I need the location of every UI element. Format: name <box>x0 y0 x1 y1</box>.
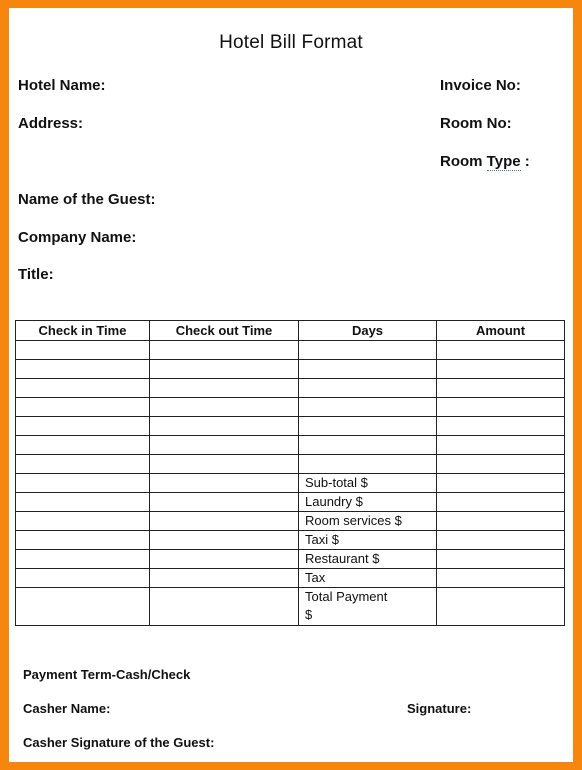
table-cell[interactable] <box>150 455 299 474</box>
room-type-word: Type <box>486 153 521 170</box>
table-cell[interactable] <box>16 512 150 531</box>
column-header: Check out Time <box>150 321 299 341</box>
table-cell[interactable] <box>150 379 299 398</box>
table-row <box>16 417 565 436</box>
table-cell[interactable] <box>150 417 299 436</box>
restaurant-label: Restaurant $ <box>299 550 437 569</box>
casher-signature-label: Casher Signature of the Guest: <box>23 735 215 750</box>
table-row <box>16 588 565 626</box>
table-cell[interactable] <box>150 569 299 588</box>
taxi-amount[interactable] <box>437 531 565 550</box>
bill-page <box>9 8 573 762</box>
total-payment-amount[interactable] <box>437 588 565 626</box>
table-cell[interactable] <box>150 436 299 455</box>
table-cell[interactable] <box>299 341 437 360</box>
table-row <box>16 569 565 588</box>
table-cell[interactable] <box>16 417 150 436</box>
tax-amount[interactable] <box>437 569 565 588</box>
company-name-label: Company Name: <box>18 229 137 246</box>
table-cell[interactable] <box>299 360 437 379</box>
restaurant-amount[interactable] <box>437 550 565 569</box>
table-cell[interactable] <box>16 398 150 417</box>
table-cell[interactable] <box>150 550 299 569</box>
table-row <box>16 455 565 474</box>
table-cell[interactable] <box>437 360 565 379</box>
room-type-prefix: Room <box>440 153 487 170</box>
table-cell[interactable] <box>150 474 299 493</box>
table-row <box>16 436 565 455</box>
room-type-label <box>440 153 530 170</box>
table-cell[interactable] <box>299 436 437 455</box>
subtotal-label: Sub-total $ <box>299 474 437 493</box>
total-payment-line1: Total Payment <box>305 589 388 604</box>
table-row <box>16 341 565 360</box>
table-cell[interactable] <box>16 493 150 512</box>
table-cell[interactable] <box>16 550 150 569</box>
table-cell[interactable] <box>437 379 565 398</box>
title-label: Title: <box>18 266 54 283</box>
table-row <box>16 493 565 512</box>
column-header: Amount <box>437 321 565 341</box>
table-cell[interactable] <box>299 417 437 436</box>
table-row <box>16 531 565 550</box>
table-row <box>16 398 565 417</box>
table-cell[interactable] <box>437 455 565 474</box>
page-title: Hotel Bill Format <box>219 32 363 53</box>
table-cell[interactable] <box>16 379 150 398</box>
table-cell[interactable] <box>16 436 150 455</box>
tax-label: Tax <box>299 569 437 588</box>
table-cell[interactable] <box>299 379 437 398</box>
room-type-suffix: : <box>520 153 530 170</box>
bill-table <box>15 320 565 626</box>
payment-term-label: Payment Term-Cash/Check <box>23 667 191 682</box>
table-cell[interactable] <box>150 341 299 360</box>
table-row <box>16 379 565 398</box>
invoice-no-label: Invoice No: <box>440 77 521 94</box>
table-cell[interactable] <box>150 493 299 512</box>
table-cell[interactable] <box>437 398 565 417</box>
column-header: Check in Time <box>16 321 150 341</box>
table-cell[interactable] <box>299 455 437 474</box>
table-cell[interactable] <box>437 341 565 360</box>
laundry-amount[interactable] <box>437 493 565 512</box>
table-cell[interactable] <box>150 360 299 379</box>
table-cell[interactable] <box>16 341 150 360</box>
room-services-label: Room services $ <box>299 512 437 531</box>
room-services-amount[interactable] <box>437 512 565 531</box>
room-no-label: Room No: <box>440 115 512 132</box>
table-row <box>16 550 565 569</box>
table-cell[interactable] <box>16 569 150 588</box>
table-cell[interactable] <box>16 588 150 626</box>
total-payment-line2: $ <box>305 607 313 622</box>
signature-label: Signature: <box>407 701 472 716</box>
table-row <box>16 474 565 493</box>
guest-name-label: Name of the Guest: <box>18 191 156 208</box>
subtotal-amount[interactable] <box>437 474 565 493</box>
table-row <box>16 360 565 379</box>
table-cell[interactable] <box>16 455 150 474</box>
laundry-label: Laundry $ <box>299 493 437 512</box>
column-header: Days <box>299 321 437 341</box>
table-cell[interactable] <box>150 588 299 626</box>
address-label: Address: <box>18 115 84 132</box>
table-cell[interactable] <box>16 474 150 493</box>
table-cell[interactable] <box>16 531 150 550</box>
hotel-name-label: Hotel Name: <box>18 77 106 94</box>
table-header-row <box>16 321 565 341</box>
table-cell[interactable] <box>437 436 565 455</box>
table-cell[interactable] <box>150 398 299 417</box>
table-cell[interactable] <box>150 512 299 531</box>
table-cell[interactable] <box>16 360 150 379</box>
table-cell[interactable] <box>437 417 565 436</box>
table-cell[interactable] <box>150 531 299 550</box>
total-payment-label <box>299 588 437 626</box>
table-row <box>16 512 565 531</box>
table-cell[interactable] <box>299 398 437 417</box>
casher-name-label: Casher Name: <box>23 701 111 716</box>
taxi-label: Taxi $ <box>299 531 437 550</box>
